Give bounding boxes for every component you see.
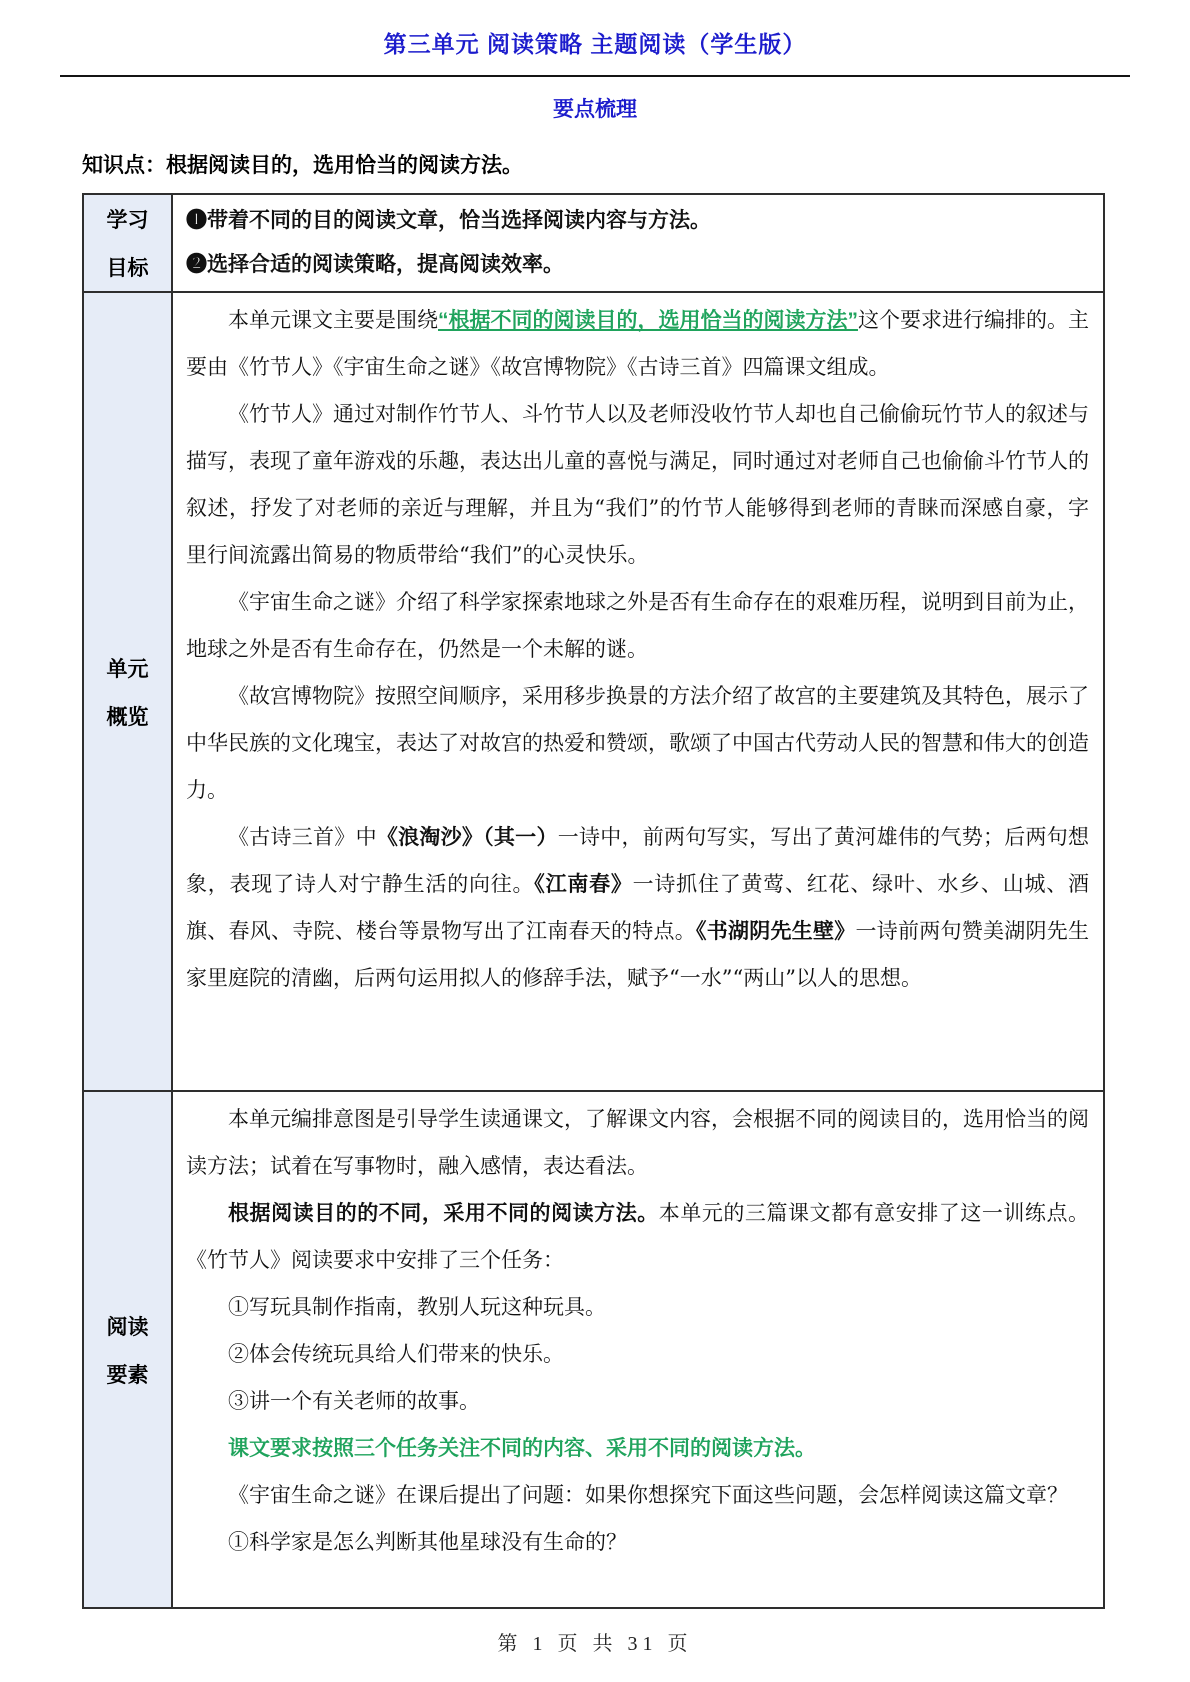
poem-title-langtaosha: 《浪淘沙》（其一） bbox=[376, 826, 558, 849]
row-label-text: 目标 bbox=[106, 257, 149, 280]
overview-p1-after: 这个要求进行编排的。主要由《竹节人》《宇宙生命之谜》《故宫博物院》《古诗三首》四篇课文组成。 bbox=[186, 308, 1089, 379]
row-label-text: 要素 bbox=[106, 1363, 149, 1387]
overview-p5-after: 一诗前两句赞美湖阴先生家里庭院的清幽，后两句运用拟人的修辞手法，赋予“一水”“两山”以人的思想。 bbox=[186, 919, 1089, 990]
overview-p5-mid1: 一诗中，前两句写实，写出了黄河雄伟的气势；后两句想象，表现了诗人对宁静生活的向往。 bbox=[186, 825, 1090, 896]
overview-paragraph-4: 《故宫博物院》按照空间顺序，采用移步换景的方法介绍了故宫的主要建筑及其特色，展示了中华民族的文化瑰宝，表达了对故宫的热爱和赞颂，歌颂了中国古代劳动人民的智慧和伟大的创造力。 bbox=[186, 684, 1089, 802]
poem-title-jiangnanchun: 《江南春》 bbox=[534, 873, 633, 896]
goal-item-2: ❷选择合适的阅读策略，提高阅读效率。 bbox=[186, 253, 564, 276]
task-item-3: ③讲一个有关老师的故事。 bbox=[228, 1389, 480, 1413]
goal-item-1: ❶带着不同的目的阅读文章，恰当选择阅读内容与方法。 bbox=[186, 209, 711, 232]
section-title: 要点梳理 bbox=[553, 98, 637, 121]
overview-paragraph-5 bbox=[186, 814, 1089, 1002]
knowledge-point: 知识点：根据阅读目的，选用恰当的阅读方法。 bbox=[82, 154, 523, 177]
row-label-unit-overview bbox=[84, 293, 173, 1090]
overview-paragraph-1 bbox=[186, 297, 1089, 391]
row-label-learning-goals bbox=[84, 195, 173, 291]
elements-paragraph-3: 《宇宙生命之谜》在课后提出了问题：如果你想探究下面这些问题，会怎样阅读这篇文章？ bbox=[228, 1483, 1068, 1507]
page-number: 第 1 页 共 31 页 bbox=[497, 1633, 693, 1655]
overview-paragraph-2: 《竹节人》通过对制作竹节人、斗竹节人以及老师没收竹节人却也自己偷偷玩竹节人的叙述与描写，表现了童年游戏的乐趣，表达出儿童的喜悦与满足，同时通过对老师自己也偷偷斗竹节人的叙述，抒发了对老师的亲近与理解，并且为“我们”的竹节人能够得到老师的青睐而深感自豪，字里行间流露出简易的物质带给“我们”的心灵快乐。 bbox=[186, 402, 1089, 567]
task-item-1: ①写玩具制作指南，教别人玩这种玩具。 bbox=[228, 1295, 606, 1319]
row-label-text: 单元 bbox=[106, 657, 149, 681]
elements-paragraph-1: 本单元编排意图是引导学生读通课文，了解课文内容，会根据不同的阅读目的，选用恰当的阅读方法；试着在写事物时，融入感情，表达看法。 bbox=[186, 1107, 1089, 1178]
table-row-learning-goals bbox=[84, 195, 1103, 291]
overview-p5-before: 《古诗三首》中 bbox=[228, 825, 377, 849]
overview-paragraph-3: 《宇宙生命之谜》介绍了科学家探索地球之外是否有生命存在的艰难历程，说明到目前为止，地球之外是否有生命存在，仍然是一个未解的谜。 bbox=[186, 590, 1089, 661]
elements-paragraph-2 bbox=[186, 1190, 1089, 1284]
row-label-text: 概览 bbox=[106, 705, 149, 729]
learning-goals-content bbox=[173, 195, 1103, 291]
row-label-text: 学习 bbox=[106, 209, 149, 232]
poem-title-shuhuyin: 《书湖阴先生壁》 bbox=[696, 920, 856, 943]
summary-table bbox=[82, 193, 1105, 1609]
unit-overview-content bbox=[173, 293, 1103, 1090]
task-item-2: ②体会传统玩具给人们带来的快乐。 bbox=[228, 1342, 564, 1366]
elements-p2-bold-lead: 根据阅读目的的不同，采用不同的阅读方法。 bbox=[228, 1202, 659, 1225]
question-item-1: ①科学家是怎么判断其他星球没有生命的？ bbox=[228, 1530, 627, 1554]
table-row-reading-elements bbox=[84, 1090, 1103, 1607]
table-row-unit-overview bbox=[84, 291, 1103, 1090]
header-divider bbox=[60, 75, 1130, 77]
doc-title: 第三单元 阅读策略 主题阅读（学生版） bbox=[383, 31, 807, 57]
overview-p1-before: 本单元课文主要是围绕 bbox=[228, 308, 438, 332]
green-note: 课文要求按照三个任务关注不同的内容、采用不同的阅读方法。 bbox=[228, 1437, 816, 1460]
row-label-text: 阅读 bbox=[106, 1315, 149, 1339]
overview-p1-green-highlight: “根据不同的阅读目的，选用恰当的阅读方法” bbox=[438, 309, 858, 332]
overview-p5-mid2: 一诗抓住了黄莺、红花、绿叶、水乡、山城、酒旗、春风、寺院、楼台等景物写出了江南春天的特点。 bbox=[186, 872, 1090, 943]
row-label-reading-elements bbox=[84, 1092, 173, 1607]
elements-p2-rest: 本单元的三篇课文都有意安排了这一训练点。《竹节人》阅读要求中安排了三个任务： bbox=[186, 1201, 1090, 1272]
reading-elements-content bbox=[173, 1092, 1103, 1607]
